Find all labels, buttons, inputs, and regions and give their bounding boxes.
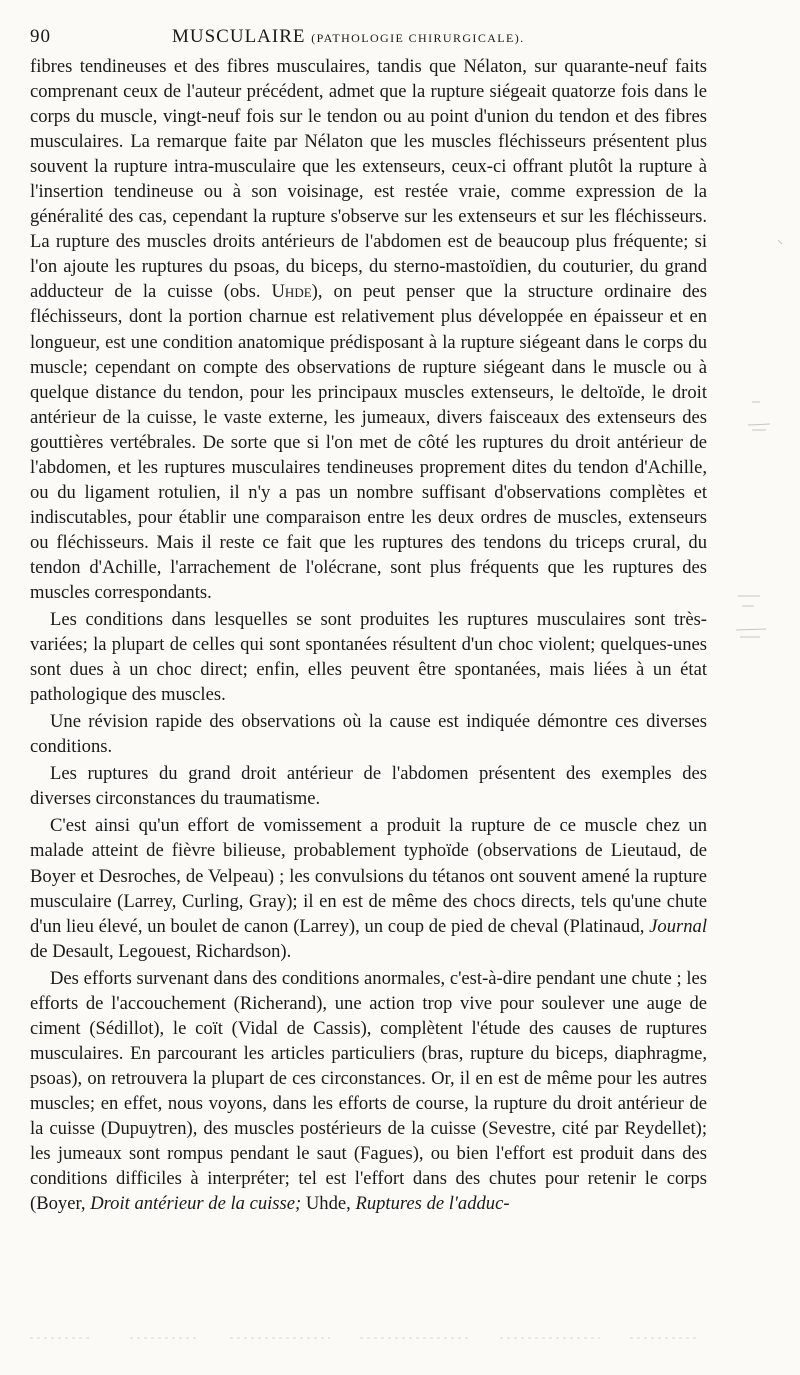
body-text [30,54,707,1216]
citation-title: Ruptures de l'adduc- [355,1193,510,1215]
page-number: 90 [30,26,51,47]
text-segment: Des efforts survenant dans des conditions anormales, c'est-à-dire pendant une chute ; les efforts de l'accouchement (Richerand), une action trop vive pour soulever une auge de ciment (Sédillot), le coït (Vidal de Cassis), complètent l'étude des causes de ruptures musculaires. En parcourant les articles particuliers (bras, rupture du biceps, diaphragme, psoas), on retrouvera la plupart de ces circonstances. Or, il en est de même pour les autres muscles; en effet, nous voyons, dans les efforts de course, la rupture du droit antérieur de la cuisse (Dupuytren), des muscles postérieurs de la cuisse (Sevestre, cité par Reydellet); les jumeaux sont rompus pendant le saut (Fagues), ou bien l'effort est produit dans des conditions difficiles à interpréter; tel est l'effort dans des chutes pour retenir le corps (Boyer, [30,967,707,1215]
text-segment: Uhde, [301,1193,356,1215]
citation-title: Droit antérieur de la cuisse; [90,1193,302,1215]
text-segment: C'est ainsi qu'un effort de vomissement a produit la rupture de ce muscle chez un malade atteint de fièvre bilieuse, probablement typhoïde (observations de Lieutaud, de Boyer et Desroches, de Velpeau) ; les convulsions du tétanos ont souvent amené la rupture musculaire (Larrey, Curling, Gray); il en est de même des chocs directs, tels qu'une chute d'un lieu élevé, un boulet de canon (Larrey), un coup de pied de cheval (Platinaud, [30,815,707,937]
running-title-main: MUSCULAIRE [172,26,306,47]
running-title-sub: (PATHOLOGIE CHIRURGICALE). [311,31,525,45]
paragraph [30,813,707,963]
text-segment: Les ruptures du grand droit antérieur de l'abdomen présentent des exemples des diverses circonstances du traumatisme. [30,763,707,810]
running-header [30,26,730,52]
paragraph [30,54,707,605]
author-name: Uhde [271,281,312,303]
text-segment: ), on peut penser que la structure ordinaire des fléchisseurs, dont la portion charnue est relativement plus développée en épaisseur et en longueur, est une condition anatomique prédisposant à la rupture siégeant dans le corps du muscle; cependant on compte des observations de rupture siégeant dans le muscle ou à quelque distance du tendon, pour les principaux muscles extenseurs, le deltoïde, le droit antérieur de la cuisse, le vaste externe, les jumeaux, divers faisceaux des extenseurs des gouttières vertébrales. De sorte que si l'on met de côté les ruptures du droit antérieur de l'abdomen, et les ruptures musculaires tendineuses proprement dites du tendon d'Achille, ou du ligament rotulien, il n'y a pas un nombre suffisant d'observations complètes et indiscutables, pour établir une comparaison entre les deux ordres de muscles, extenseurs ou fléchisseurs. Mais il reste ce fait que les ruptures des tendons du triceps crural, du tendon d'Achille, l'arrachement de l'olécrane, sont plus fréquents que les ruptures des muscles correspondants. [30,281,708,603]
journal-title: Journal [649,915,707,937]
paragraph [30,607,707,707]
running-title [172,26,525,48]
text-segment: Une révision rapide des observations où la cause est indiquée démontre ces diverses conditions. [30,711,707,758]
text-segment: fibres tendineuses et des fibres musculaires, tandis que Nélaton, sur quarante-neuf faits comprenant ceux de l'auteur précédent, admet que la rupture siégeait quatorze fois dans le corps du muscle, vingt-neuf fois sur le tendon ou au point d'union du tendon et des fibres musculaires. La remarque faite par Nélaton que les muscles fléchisseurs présentent plus souvent la rupture intra-musculaire que les extenseurs, ceux-ci offrant plutôt la rupture à l'insertion tendineuse ou à son voisinage, est restée vraie, comme expression de la généralité des cas, cependant la rupture s'observe sur les extenseurs et sur les fléchisseurs. La rupture des muscles droits antérieurs de l'abdomen est de beaucoup plus fréquente; si l'on ajoute les ruptures du psoas, du biceps, du sterno-mastoïdien, du couturier, du grand adducteur de la cuisse (obs. [30,56,707,303]
paragraph [30,709,707,759]
paragraph [30,966,707,1216]
paragraph [30,761,707,811]
text-segment: de Desault, Legouest, Richardson). [30,940,292,962]
text-segment: Les conditions dans lesquelles se sont produites les ruptures musculaires sont très-variées; la plupart de celles qui sont spontanées résultent d'un choc violent; quelques-unes sont dues à un choc direct; enfin, elles peuvent être spontanées, mais liées à un état pathologique des muscles. [30,609,707,706]
